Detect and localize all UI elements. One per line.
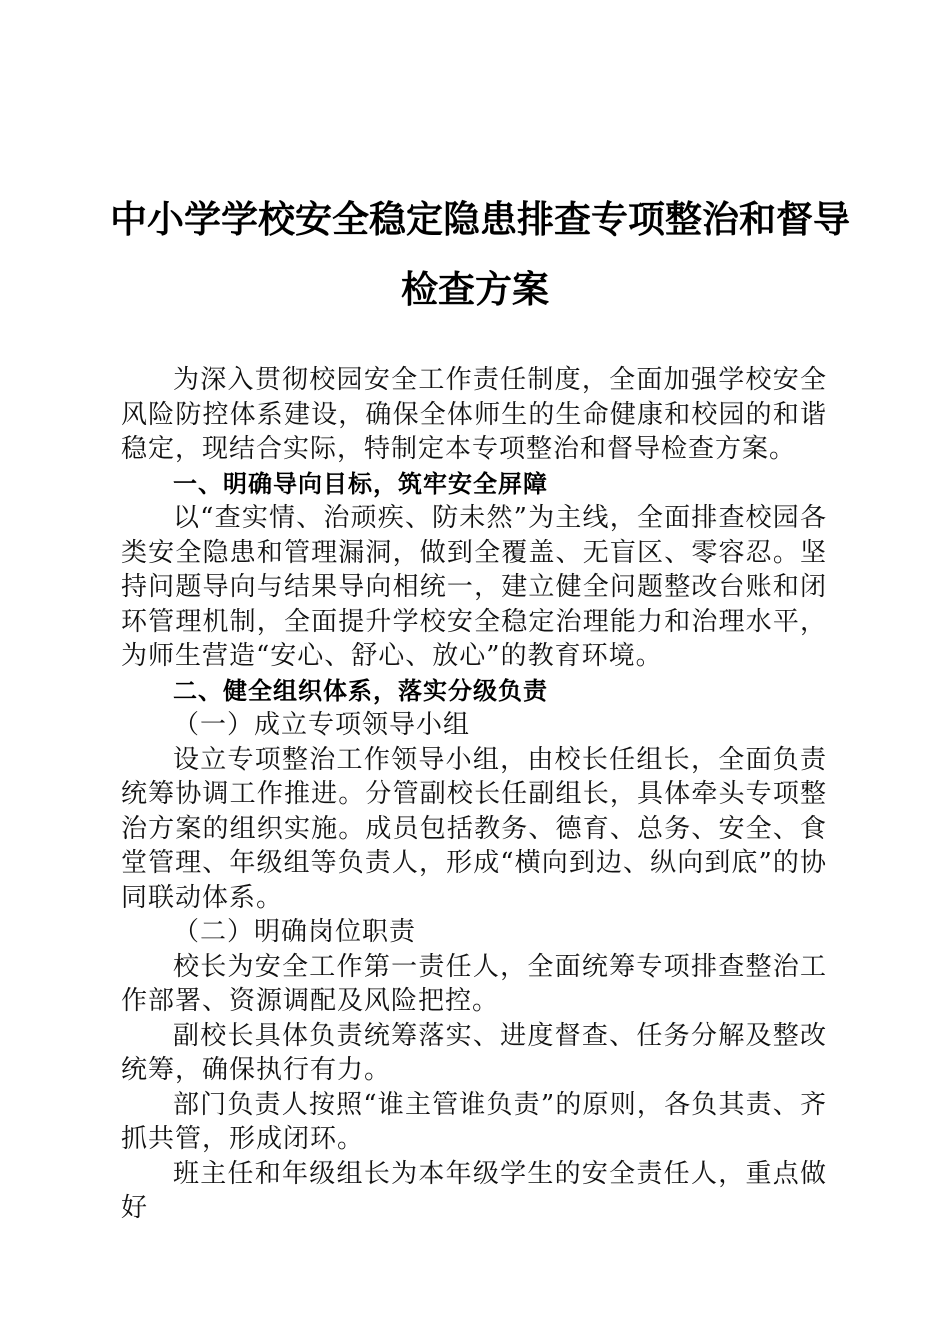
subsection-1-paragraph: 设立专项整治工作领导小组，由校长任组长，全面负责统筹协调工作推进。分管副校长任副组长，具体牵头专项整治方案的组织实施。成员包括教务、德育、总务、安全、食堂管理、年级组等负责人，形成“横向到边、纵向到底”的协同联动体系。 [121,744,827,913]
subsection-1-heading: （一）成立专项领导小组 [173,710,471,740]
document-title-line-1: 中小学学校安全稳定隐患排查专项整治和督导 [110,197,850,241]
duty-paragraph-vice-principal: 副校长具体负责统筹落实、进度督查、任务分解及整改统筹，确保执行有力。 [121,1020,827,1085]
section-1-heading: 一、明确导向目标，筑牢安全屏障 [173,469,548,498]
duty-paragraph-department-heads: 部门负责人按照“谁主管谁负责”的原则，各负其责、齐抓共管，形成闭环。 [121,1089,827,1154]
section-1-paragraph: 以“查实情、治顽疾、防未然”为主线，全面排查校园各类安全隐患和管理漏洞，做到全覆盖、无盲区、零容忍。坚持问题导向与结果导向相统一，建立健全问题整改台账和闭环管理机制，全面提升学校安全稳定治理能力和治理水平，为师生营造“安心、舒心、放心”的教育环境。 [121,503,827,671]
duty-paragraph-class-teachers: 班主任和年级组长为本年级学生的安全责任人，重点做好 [121,1158,827,1223]
document-body [121,363,827,1226]
section-2-heading: 二、健全组织体系，落实分级负责 [173,676,548,705]
duty-paragraph-principal: 校长为安全工作第一责任人，全面统筹专项排查整治工作部署、资源调配及风险把控。 [121,951,827,1016]
intro-paragraph: 为深入贯彻校园安全工作责任制度，全面加强学校安全风险防控体系建设，确保全体师生的生命健康和校园的和谐稳定，现结合实际，特制定本专项整治和督导检查方案。 [121,365,827,464]
document-title-line-2: 检查方案 [401,267,549,311]
subsection-2-heading: （二）明确岗位职责 [173,917,417,947]
